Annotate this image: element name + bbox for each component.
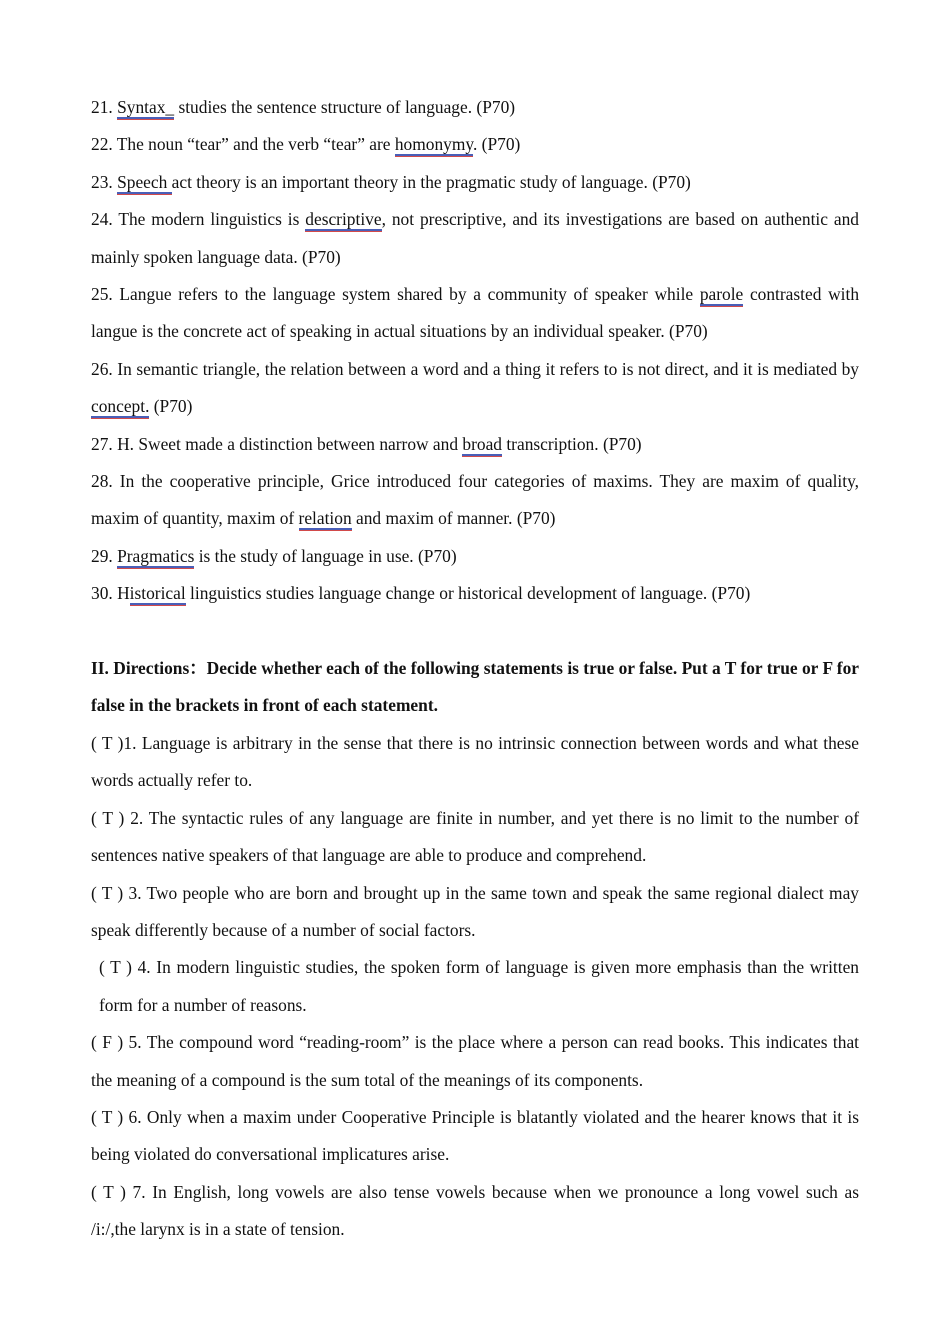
fill-in-answers-section — [91, 89, 859, 613]
answer-underlined: broad — [462, 433, 502, 454]
question-30 — [91, 575, 859, 612]
statement-3: ( T ) 3. Two people who are born and brought up in the same town and speak the same regional dialect may speak differently because of a number of social factors. — [91, 882, 859, 940]
question-text: and maxim of manner. (P70) — [351, 508, 556, 529]
question-21 — [91, 89, 859, 126]
true-false-section — [91, 650, 859, 1249]
statement-6: ( T ) 6. Only when a maxim under Cooperative Principle is blatantly violated and the hearer knows that it is being violated do conversational implicatures arise. — [91, 1106, 859, 1165]
answer-underlined: relation — [298, 508, 352, 529]
question-text: transcription. (P70) — [502, 433, 642, 454]
question-text: studies the sentence structure of language. (P70) — [174, 97, 516, 117]
question-text: 22. The noun “tear” and the verb “tear” are — [91, 134, 395, 155]
question-text: . (P70) — [472, 134, 521, 155]
question-text: 29. — [91, 545, 118, 566]
question-27 — [91, 426, 859, 463]
question-24 — [91, 201, 859, 276]
statement-1: ( T )1. Language is arbitrary in the sense that there is no intrinsic connection between words and what these words actually refer to. — [91, 732, 859, 791]
statement-7: ( T ) 7. In English, long vowels are also tense vowels because when we pronounce a long vowel such as /i:/,the larynx is in a state of tension. — [91, 1181, 859, 1240]
question-text: 26. In semantic triangle, the relation between a word and a thing it refers to is not direct, and it is mediated by — [91, 358, 859, 379]
answer-underlined: concept. — [91, 396, 150, 417]
answer-underlined: Syntax_ — [117, 97, 175, 117]
question-text: contrasted with langue is the concrete act of speaking in actual situations by an individual speaker. (P70) — [91, 284, 860, 342]
section-heading: II. Directions：Decide whether each of the following statements is true or false. Put a T for true or F for false in the brackets in front of each statement. — [91, 658, 859, 716]
question-29 — [91, 538, 859, 575]
answer-underlined: descriptive — [305, 209, 382, 230]
question-text: 21. — [91, 97, 118, 117]
question-text: 24. The modern linguistics is — [91, 209, 306, 230]
answer-underlined: Speech — [117, 171, 172, 192]
question-text: (P70) — [149, 396, 193, 417]
question-text: act theory is an important theory in the pragmatic study of language. (P70) — [171, 171, 691, 192]
question-23 — [91, 164, 859, 201]
statement-5: ( F ) 5. The compound word “reading-room” is the place where a person can read books. This indicates that the meaning of a compound is the sum total of the meanings of its components. — [91, 1032, 859, 1090]
question-22 — [91, 126, 859, 163]
statement-4: ( T ) 4. In modern linguistic studies, the spoken form of language is given more emphasis than the written form for a number of reasons. — [99, 957, 859, 1015]
statement-2: ( T ) 2. The syntactic rules of any language are finite in number, and yet there is no limit to the number of sentences native speakers of that language are able to produce and comprehend. — [91, 807, 859, 866]
question-text: linguistics studies language change or historical development of language. (P70) — [185, 583, 751, 604]
question-text: 23. — [91, 171, 118, 192]
answer-underlined: parole — [699, 284, 744, 305]
question-text: is the study of language in use. (P70) — [194, 545, 457, 566]
answer-underlined: Pragmatics — [117, 545, 195, 566]
answer-underlined: istorical — [129, 583, 186, 604]
question-25 — [91, 276, 859, 351]
question-text: 30. H — [91, 583, 130, 604]
answer-underlined: homonymy — [394, 134, 473, 155]
question-text: , not prescriptive, and its investigations are based on authentic and mainly spoken language data. (P70) — [91, 209, 859, 267]
question-text: 28. In the cooperative principle, Grice introduced four categories of maxims. They are maxim of quality, maxim of quantity, maxim of — [91, 471, 859, 529]
question-text: 25. Langue refers to the language system shared by a community of speaker while — [91, 284, 700, 305]
section-spacer — [91, 613, 859, 650]
question-text: 27. H. Sweet made a distinction between narrow and — [91, 433, 463, 454]
question-26 — [91, 351, 859, 426]
document-page — [91, 89, 859, 1249]
question-28 — [91, 463, 859, 538]
